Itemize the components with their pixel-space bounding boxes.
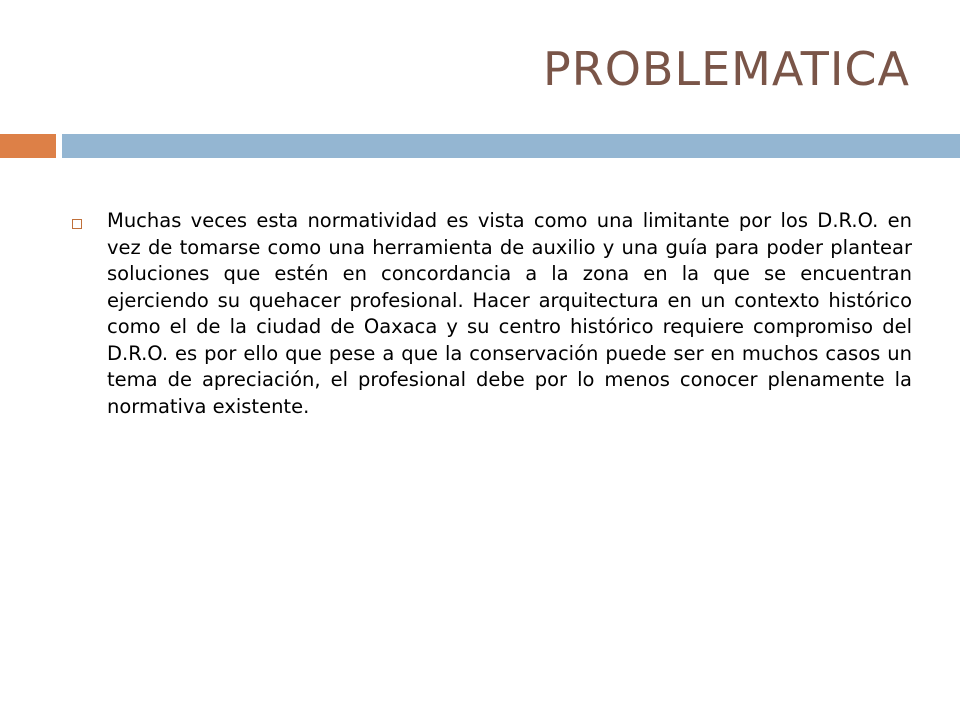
accent-bar-orange (0, 134, 56, 158)
bullet-text: Muchas veces esta normatividad es vista como una limitante por los D.R.O. en vez de tomarse como una herramienta de auxilio y una guía para poder plantear soluciones que estén en concordancia a la zona en la que se encuentran ejerciendo su quehacer profesional. Hacer arquitectura en un contexto histórico como el de la ciudad de Oaxaca y su centro histórico requiere compromiso del D.R.O. es por ello que pese a que la conservación puede ser en muchos casos un tema de apreciación, el profesional debe por lo menos conocer plenamente la normativa existente. (107, 209, 912, 418)
hollow-square-bullet-icon (72, 219, 82, 229)
accent-bar-blue (62, 134, 960, 158)
slide-title: PROBLEMATICA (543, 42, 910, 96)
bullet-item (72, 208, 912, 420)
slide-content (72, 208, 912, 420)
